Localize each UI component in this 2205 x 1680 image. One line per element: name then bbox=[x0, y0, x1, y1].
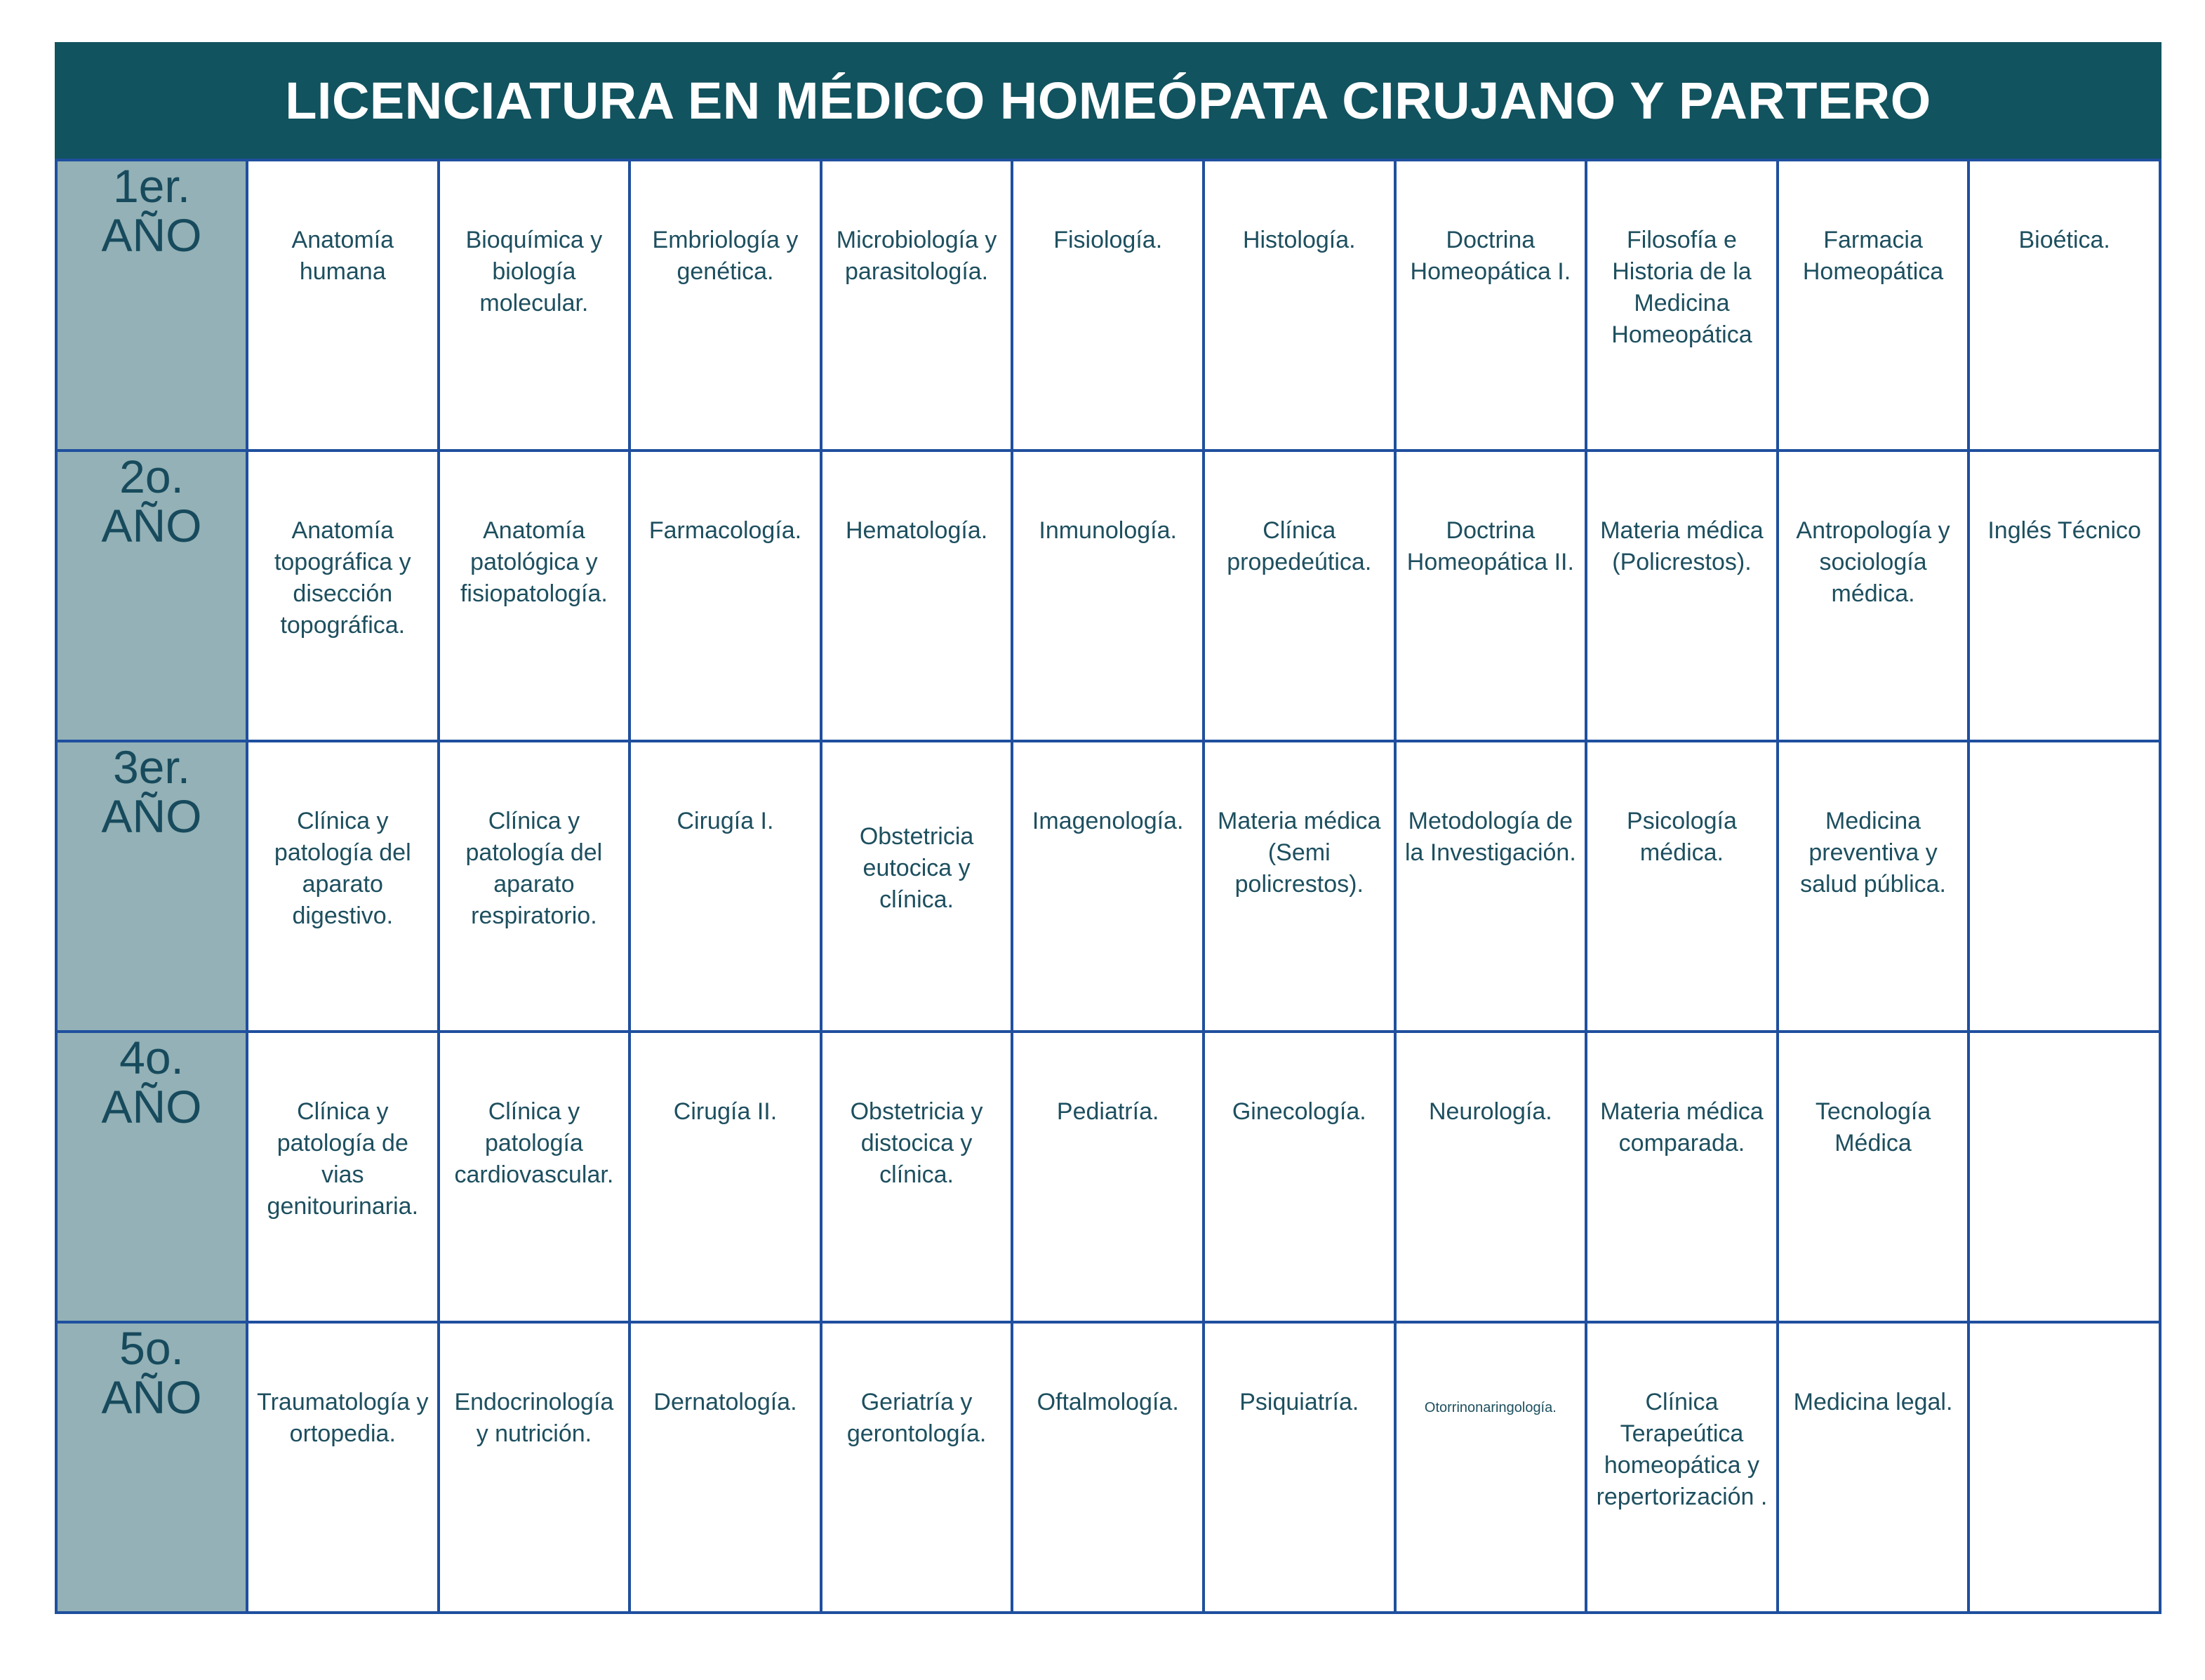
subject-cell bbox=[821, 1032, 1013, 1322]
subject-cell bbox=[629, 160, 821, 451]
subject-cell bbox=[439, 1032, 630, 1322]
year-number: 2o. bbox=[119, 451, 184, 502]
subject-name: Materia médica (Semi policrestos). bbox=[1218, 808, 1381, 898]
subject-name: Farmacología. bbox=[648, 517, 802, 544]
subject-name: Obstetricia y distocica y clínica. bbox=[850, 1098, 983, 1188]
subject-name: Embriología y genética. bbox=[652, 227, 799, 285]
subject-cell bbox=[247, 451, 439, 741]
subject-name: Pediatría. bbox=[1056, 1098, 1159, 1125]
subject-cell bbox=[1778, 451, 1969, 741]
subject-name: Cirugía I. bbox=[677, 808, 774, 834]
subject-cell bbox=[821, 160, 1013, 451]
subject-cell bbox=[821, 451, 1013, 741]
subject-cell bbox=[1968, 160, 2160, 451]
subject-name: Bioética. bbox=[2018, 227, 2110, 253]
subject-name: Inmunología. bbox=[1039, 517, 1177, 544]
subject-name: Clínica y patología de vias genitourinaria. bbox=[267, 1098, 419, 1220]
year-label-cell bbox=[56, 741, 247, 1032]
year-label-cell bbox=[56, 160, 247, 451]
subject-name: Dernatología. bbox=[653, 1389, 797, 1415]
year-word: AÑO bbox=[101, 209, 202, 261]
subject-cell bbox=[1395, 1032, 1587, 1322]
subject-cell bbox=[1012, 1032, 1204, 1322]
subject-cell bbox=[1204, 1032, 1395, 1322]
subject-cell bbox=[247, 1032, 439, 1322]
subject-name: Cirugía II. bbox=[673, 1098, 778, 1125]
year-number: 4o. bbox=[119, 1032, 184, 1084]
subject-name: Obstetricia eutocica y clínica. bbox=[859, 823, 974, 913]
subject-cell bbox=[1586, 741, 1778, 1032]
subject-cell bbox=[629, 451, 821, 741]
year-label-cell bbox=[56, 1322, 247, 1613]
subject-name bbox=[1970, 1033, 2159, 1096]
subject-name: Clínica y patología del aparato digestivo. bbox=[274, 808, 411, 929]
subject-cell bbox=[1586, 1032, 1778, 1322]
subject-cell bbox=[439, 1322, 630, 1613]
subject-name: Clínica propedeútica. bbox=[1227, 517, 1372, 575]
subject-name: Anatomía humana bbox=[291, 227, 394, 285]
subject-name: Clínica y patología del aparato respiratorio. bbox=[465, 808, 603, 929]
subject-cell bbox=[1968, 741, 2160, 1032]
subject-cell bbox=[439, 451, 630, 741]
year-number: 3er. bbox=[112, 741, 191, 793]
subject-name: Tecnología Médica bbox=[1815, 1098, 1931, 1156]
subject-cell bbox=[1778, 1322, 1969, 1613]
year-row bbox=[56, 451, 2160, 741]
subject-cell bbox=[1395, 451, 1587, 741]
subject-cell bbox=[247, 741, 439, 1032]
subject-name: Otorrinonaringología. bbox=[1424, 1400, 1557, 1415]
subject-cell bbox=[1395, 741, 1587, 1032]
subject-name: Materia médica comparada. bbox=[1600, 1098, 1764, 1156]
subject-name: Bioquímica y biología molecular. bbox=[465, 227, 603, 316]
curriculum-sheet bbox=[55, 42, 2161, 1614]
subject-cell bbox=[1968, 451, 2160, 741]
subject-name: Clínica y patología cardiovascular. bbox=[454, 1098, 614, 1188]
subject-name: Inglés Técnico bbox=[1987, 517, 2141, 544]
subject-cell bbox=[1586, 160, 1778, 451]
subject-cell bbox=[629, 741, 821, 1032]
subject-cell bbox=[1204, 1322, 1395, 1613]
subject-cell bbox=[629, 1032, 821, 1322]
subject-cell bbox=[439, 160, 630, 451]
subject-cell bbox=[1395, 160, 1587, 451]
year-word: AÑO bbox=[101, 500, 202, 552]
subject-name: Materia médica (Policrestos). bbox=[1600, 517, 1764, 575]
year-word: AÑO bbox=[101, 1081, 202, 1133]
subject-cell bbox=[1968, 1322, 2160, 1613]
subject-cell bbox=[1012, 451, 1204, 741]
subject-name bbox=[1970, 1324, 2159, 1387]
subject-name: Hematología. bbox=[845, 517, 988, 544]
subject-name: Metodología de la Investigación. bbox=[1404, 808, 1576, 866]
subject-cell bbox=[1395, 1322, 1587, 1613]
subject-name: Filosofía e Historia de la Medicina Homeopática bbox=[1611, 227, 1752, 348]
year-row bbox=[56, 741, 2160, 1032]
subject-name: Traumatología y ortopedia. bbox=[257, 1389, 429, 1447]
year-label-cell bbox=[56, 451, 247, 741]
year-label-cell bbox=[56, 1032, 247, 1322]
year-row bbox=[56, 160, 2160, 451]
subject-cell bbox=[629, 1322, 821, 1613]
subject-name: Psiquiatría. bbox=[1239, 1389, 1359, 1415]
year-word: AÑO bbox=[101, 1371, 202, 1423]
curriculum-table bbox=[55, 159, 2161, 1614]
subject-name: Oftalmología. bbox=[1037, 1389, 1179, 1415]
year-number: 5o. bbox=[119, 1322, 184, 1374]
subject-name: Anatomía topográfica y disección topográfica. bbox=[274, 517, 411, 639]
year-row bbox=[56, 1322, 2160, 1613]
subject-name: Fisiología. bbox=[1053, 227, 1163, 253]
subject-cell bbox=[1968, 1032, 2160, 1322]
year-number: 1er. bbox=[112, 160, 191, 212]
subject-cell bbox=[1012, 160, 1204, 451]
subject-cell bbox=[247, 160, 439, 451]
subject-cell bbox=[247, 1322, 439, 1613]
subject-cell bbox=[821, 741, 1013, 1032]
subject-cell bbox=[1586, 451, 1778, 741]
subject-name: Imagenología. bbox=[1032, 808, 1184, 834]
subject-name: Histología. bbox=[1242, 227, 1356, 253]
subject-name: Doctrina Homeopática II. bbox=[1406, 517, 1574, 575]
subject-cell bbox=[1012, 1322, 1204, 1613]
subject-name: Microbiología y parasitología. bbox=[836, 227, 997, 285]
subject-name: Geriatría y gerontología. bbox=[846, 1389, 987, 1447]
subject-cell bbox=[1204, 741, 1395, 1032]
subject-cell bbox=[821, 1322, 1013, 1613]
subject-name: Endocrinología y nutrición. bbox=[454, 1389, 614, 1447]
year-row bbox=[56, 1032, 2160, 1322]
year-word: AÑO bbox=[101, 790, 202, 842]
subject-name: Clínica Terapeútica homeopática y repertorización . bbox=[1596, 1389, 1768, 1510]
subject-cell bbox=[1586, 1322, 1778, 1613]
subject-name: Anatomía patológica y fisiopatología. bbox=[460, 517, 608, 607]
subject-name: Antropología y sociología médica. bbox=[1796, 517, 1950, 607]
subject-name: Medicina preventiva y salud pública. bbox=[1800, 808, 1946, 898]
subject-cell bbox=[1778, 160, 1969, 451]
subject-cell bbox=[1778, 1032, 1969, 1322]
subject-cell bbox=[439, 741, 630, 1032]
subject-name: Psicología médica. bbox=[1627, 808, 1737, 866]
subject-name: Farmacia Homeopática bbox=[1802, 227, 1944, 285]
subject-cell bbox=[1204, 451, 1395, 741]
subject-name bbox=[1970, 742, 2159, 806]
subject-cell bbox=[1012, 741, 1204, 1032]
subject-name: Medicina legal. bbox=[1793, 1389, 1953, 1415]
page-title: LICENCIATURA EN MÉDICO HOMEÓPATA CIRUJANO Y PARTERO bbox=[55, 42, 2161, 159]
subject-name: Neurología. bbox=[1428, 1098, 1552, 1125]
subject-cell bbox=[1778, 741, 1969, 1032]
subject-name: Doctrina Homeopática I. bbox=[1410, 227, 1571, 285]
subject-cell bbox=[1204, 160, 1395, 451]
subject-name: Ginecología. bbox=[1232, 1098, 1366, 1125]
